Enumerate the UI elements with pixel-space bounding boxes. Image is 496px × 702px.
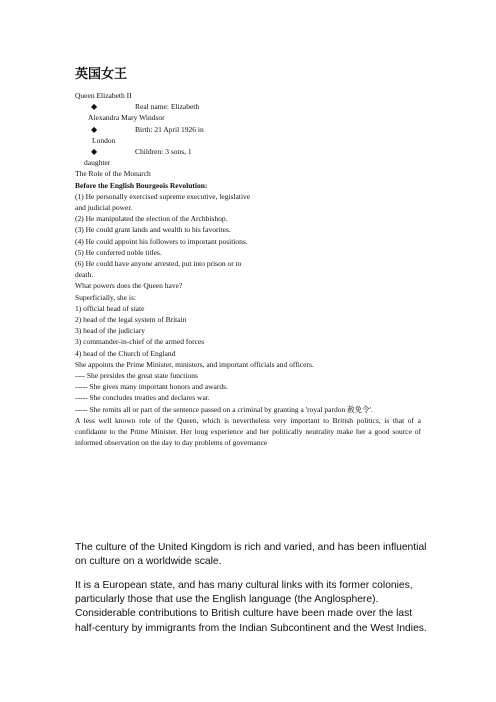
bullet-item [75,101,435,112]
text-line: half-century by immigrants from the Indian Subcontinent and the West Indies. [75,622,427,634]
bullet-line: daughter [84,158,111,168]
power-item: death. [75,270,94,280]
duty-item: ---- She presides the great state functions [75,371,198,381]
queen-power-item: 3) commander-in-chief of the armed forces [75,337,205,347]
diamond-bullet-icon: ◆ [91,147,98,157]
queen-section [75,90,435,449]
power-item: (3) He could grant lands and wealth to his favorites. [75,225,231,235]
culture-paragraph [75,541,435,570]
queen-power-item: 4) head of the Church of England [75,348,176,358]
duty-item: ----- She remits all or part of the sentence passed on a criminal by granting a 'royal pardon 赦免令'. [75,404,373,414]
question-line: What powers does the Queen have? [75,281,183,291]
bullet-item [75,146,435,157]
culture-section [75,541,435,645]
bullet-line: Children: 3 sons, 1 [135,147,192,157]
queen-power-item: 2) head of the legal system of Britain [75,315,187,325]
text-line: It is a European state, and has many cultural links with its former colonies, [75,579,413,591]
power-item: (2) He manipulated the election of the Archbishop. [75,214,228,224]
bullet-line: London [92,135,116,145]
queen-power-item: 1) official head of state [75,303,145,313]
power-item: (4) He could appoint his followers to important positions. [75,236,248,246]
page-title: 英国女王 [75,66,128,81]
power-item: (6) He could have anyone arrested, put into prison or to [75,259,242,269]
appoints-line: She appoints the Prime Minister, ministers, and important officials and officers. [75,359,314,369]
bullet-line: Birth: 21 April 1926 in [135,124,204,134]
power-item: (1) He personally exercised supreme executive, legislative [75,191,251,201]
text-line: particularly those that use the English language (the Anglosphere). [75,594,379,606]
section-heading: The Role of the Monarch [75,169,151,179]
queen-name: Queen Elizabeth II [75,91,132,100]
diamond-bullet-icon: ◆ [91,124,98,134]
text-line: Considerable contributions to British culture have been made over the last [75,608,413,620]
superficial-line: Superficially, she is: [75,292,136,302]
summary-paragraph: A less well known role of the Queen, which is nevertheless very important to British politics, is that of a confidante to the Prime Minister. Her long experience and her politically neutrality make her a good source of informed observation on the day to day problems of governance [75,415,421,448]
bullet-line: Real name: Elizabeth [135,102,200,112]
section-subheading: Before the English Bourgeois Revolution: [75,180,208,190]
bullet-item [75,124,435,135]
bullet-line: Alexandra Mary Windsor [88,113,165,123]
duty-item: ----- She gives many important honors and awards. [75,382,228,392]
diamond-bullet-icon: ◆ [91,102,98,112]
power-item: and judicial power. [75,203,133,213]
text-line: on culture on a worldwide scale. [75,556,222,568]
queen-power-item: 3) head of the judiciary [75,326,145,336]
text-line: The culture of the United Kingdom is rich and varied, and has been influential [75,542,427,553]
power-item: (5) He conferred noble titles. [75,247,162,257]
duty-item: ----- She concludes treaties and declares war. [75,393,210,403]
culture-paragraph [75,579,435,636]
